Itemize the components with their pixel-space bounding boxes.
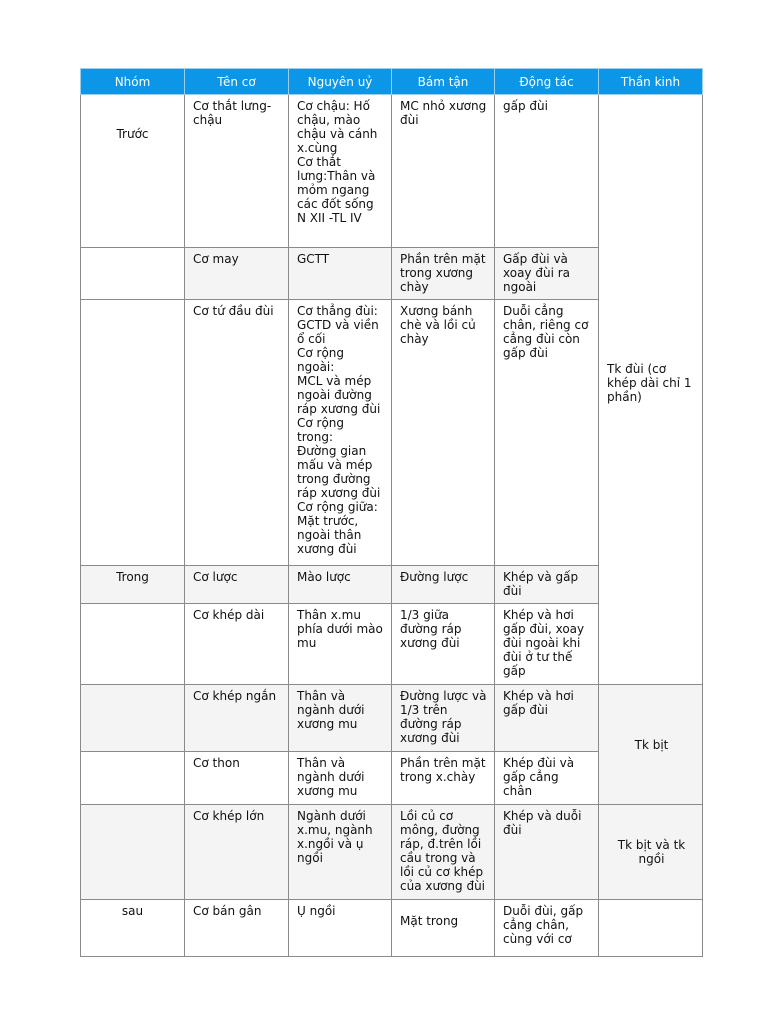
origin-cell: Mào lược [289, 566, 392, 604]
group-cell [81, 752, 185, 805]
table-row [81, 685, 703, 752]
action-cell: Khép và duỗi đùi [495, 805, 599, 900]
group-cell [81, 805, 185, 900]
muscle-cell: Cơ bán gân [185, 900, 289, 957]
header-nerve: Thần kinh [599, 69, 703, 95]
muscle-cell: Cơ thắt lưng- chậu [185, 95, 289, 248]
table-row [81, 248, 703, 300]
muscle-cell: Cơ lược [185, 566, 289, 604]
nerve-cell [599, 95, 703, 248]
muscle-table [80, 68, 703, 957]
header-row [81, 69, 703, 95]
group-cell: sau [81, 900, 185, 957]
muscle-cell: Cơ khép ngắn [185, 685, 289, 752]
action-cell: gấp đùi [495, 95, 599, 248]
nerve-cell [599, 900, 703, 957]
insertion-cell: MC nhỏ xương đùi [392, 95, 495, 248]
muscle-cell: Cơ thon [185, 752, 289, 805]
muscle-cell: Cơ khép dài [185, 604, 289, 685]
insertion-cell: Đường lược [392, 566, 495, 604]
action-cell: Duỗi cẳng chân, riêng cơ cẳng đùi còn gấp đùi [495, 300, 599, 566]
header-group: Nhóm [81, 69, 185, 95]
action-cell: Khép và hơi gấp đùi, xoay đùi ngoài khi đùi ở tư thế gấp [495, 604, 599, 685]
table-row [81, 900, 703, 957]
group-cell [81, 95, 185, 248]
action-cell: Khép và gấp đùi [495, 566, 599, 604]
table-row [81, 95, 703, 248]
header-muscle: Tên cơ [185, 69, 289, 95]
header-action: Động tác [495, 69, 599, 95]
table-row [81, 805, 703, 900]
insertion-cell: Phần trên mặt trong xương chày [392, 248, 495, 300]
origin-cell: GCTT [289, 248, 392, 300]
origin-cell: Thân và ngành dưới xương mu [289, 685, 392, 752]
group-cell [81, 248, 185, 300]
muscle-cell: Cơ tứ đầu đùi [185, 300, 289, 566]
muscle-cell: Cơ may [185, 248, 289, 300]
insertion-cell: Phần trên mặt trong x.chày [392, 752, 495, 805]
nerve-cell-femoral: Tk đùi (cơ khép dài chỉ 1 phần) [599, 248, 703, 685]
origin-cell: Thân x.mu phía dưới mào mu [289, 604, 392, 685]
group-cell: Trong [81, 566, 185, 604]
group-cell [81, 685, 185, 752]
origin-cell: Thân và ngành dưới xương mu [289, 752, 392, 805]
group-label: Trước [116, 127, 149, 141]
nerve-cell-obturator-sciatic: Tk bịt và tk ngồi [599, 805, 703, 900]
action-cell: Duỗi đùi, gấp cẳng chân, cùng với cơ [495, 900, 599, 957]
origin-cell: Ụ ngồi [289, 900, 392, 957]
group-cell [81, 604, 185, 685]
origin-cell: Cơ chậu: Hố chậu, mào chậu và cánh x.cùng Cơ thắt lưng:Thân và mỏm ngang các đốt sống N XII -TL IV [289, 95, 392, 248]
nerve-cell-obturator: Tk bịt [599, 685, 703, 805]
insertion-cell: Xương bánh chè và lồi củ chày [392, 300, 495, 566]
group-cell [81, 300, 185, 566]
insertion-cell: 1/3 giữa đường ráp xương đùi [392, 604, 495, 685]
insertion-cell: Đường lược và 1/3 trên đường ráp xương đùi [392, 685, 495, 752]
origin-cell: Ngành dưới x.mu, ngành x.ngồi và ụ ngồi [289, 805, 392, 900]
header-origin: Nguyên uỷ [289, 69, 392, 95]
action-cell: Khép đùi và gấp cẳng chân [495, 752, 599, 805]
insertion-cell: Lồi củ cơ mông, đường ráp, đ.trên lồi cầu trong và lồi củ cơ khép của xương đùi [392, 805, 495, 900]
action-cell: Khép và hơi gấp đùi [495, 685, 599, 752]
muscle-cell: Cơ khép lớn [185, 805, 289, 900]
insertion-cell: Mặt trong [392, 900, 495, 957]
action-cell: Gấp đùi và xoay đùi ra ngoài [495, 248, 599, 300]
header-insertion: Bám tận [392, 69, 495, 95]
origin-cell: Cơ thẳng đùi: GCTD và viền ổ cối Cơ rộng ngoài: MCL và mép ngoài đường ráp xương đùi Cơ rộng trong: Đường gian mấu và mép trong đường ráp xương đùi Cơ rộng giữa: Mặt trước, ngoài thân xương đùi [289, 300, 392, 566]
